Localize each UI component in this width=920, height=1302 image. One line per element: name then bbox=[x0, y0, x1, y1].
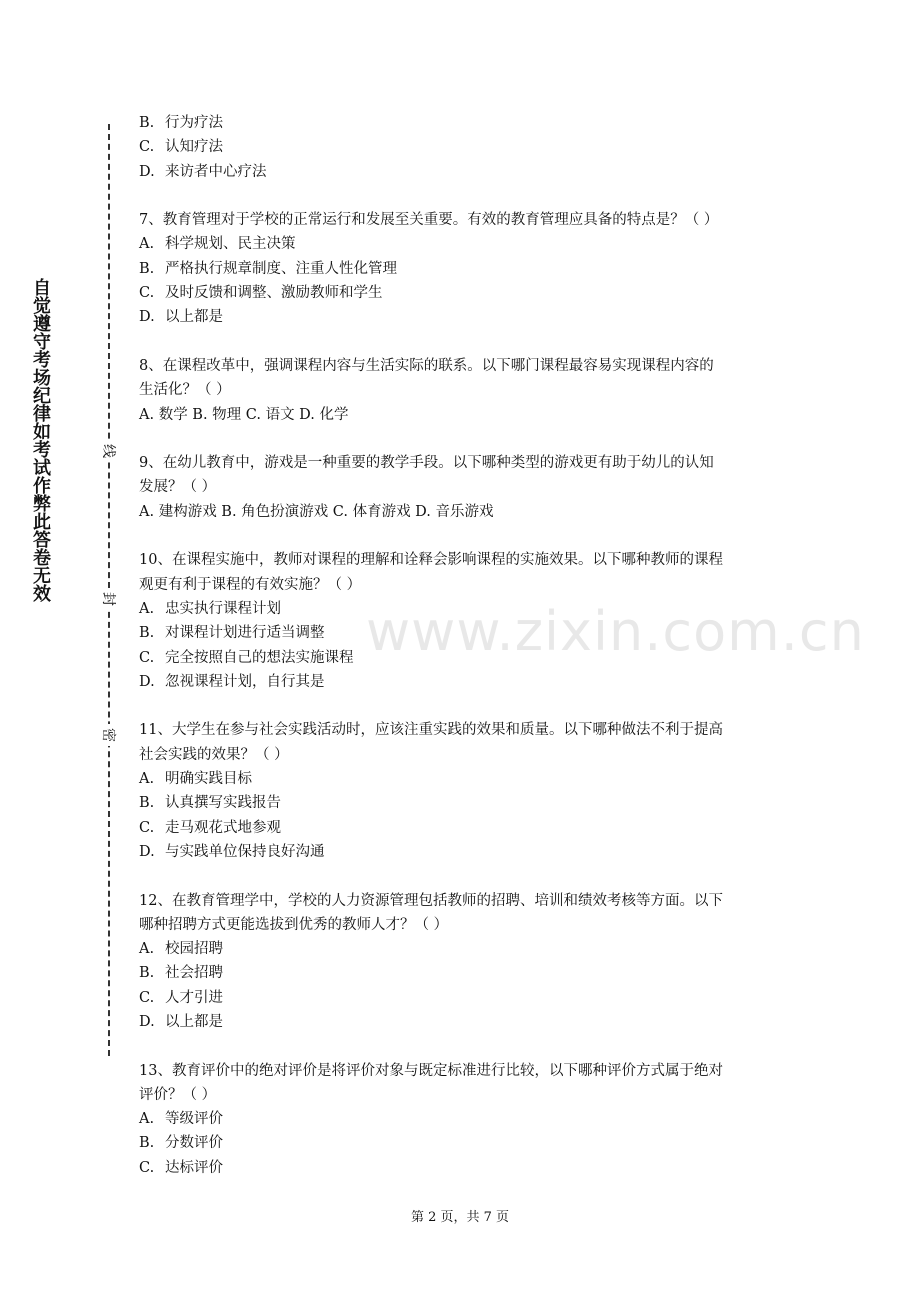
option-text: 来访者中心疗法 bbox=[165, 163, 267, 180]
option-key: D. bbox=[139, 163, 155, 180]
option-text: 人才引进 bbox=[165, 989, 223, 1006]
page-number-footer: 第 2 页，共 7 页 bbox=[410, 1210, 510, 1225]
continued-options bbox=[139, 111, 789, 184]
option-b bbox=[139, 791, 789, 815]
watermark: www.zixin.com.cn bbox=[366, 600, 865, 663]
option-key: B. bbox=[139, 115, 155, 131]
option-b bbox=[139, 961, 789, 985]
option-text: 忠实执行课程计划 bbox=[165, 600, 281, 617]
question-12 bbox=[139, 889, 789, 1035]
option-key: B. bbox=[139, 1135, 155, 1152]
option-key: A. bbox=[139, 941, 155, 958]
option-a bbox=[139, 232, 789, 256]
option-text: 分数评价 bbox=[165, 1135, 223, 1152]
option-key: B. bbox=[139, 795, 155, 812]
option-key: C. bbox=[139, 139, 155, 156]
option-c bbox=[139, 135, 789, 159]
question-stem-cont: 评价？（ ） bbox=[139, 1086, 217, 1103]
inline-options: A. 数学 B. 物理 C. 语文 D. 化学 bbox=[139, 406, 349, 423]
option-text: 严格执行规章制度、注重人性化管理 bbox=[165, 260, 397, 277]
option-key: C. bbox=[139, 285, 155, 302]
option-a bbox=[139, 937, 789, 961]
option-key: C. bbox=[139, 649, 155, 666]
question-stem: 13、教育评价中的绝对评价是将评价对象与既定标准进行比较，以下哪种评价方式属于绝对 bbox=[139, 1062, 723, 1079]
question-8 bbox=[139, 354, 789, 427]
question-stem: 11、大学生在参与社会实践活动时，应该注重实践的效果和质量。以下哪种做法不利于提高 bbox=[139, 722, 723, 739]
option-d bbox=[139, 840, 789, 864]
option-text: 达标评价 bbox=[165, 1159, 223, 1176]
question-stem: 9、在幼儿教育中，游戏是一种重要的教学手段。以下哪种类型的游戏更有助于幼儿的认知 bbox=[139, 455, 714, 472]
option-key: C. bbox=[139, 819, 155, 836]
question-stem: 10、在课程实施中，教师对课程的理解和诠释会影响课程的实施效果。以下哪种教师的课程 bbox=[139, 552, 723, 569]
option-b bbox=[139, 257, 789, 281]
seal-mark-secret: 密 bbox=[97, 724, 119, 746]
option-key: A. bbox=[139, 600, 155, 617]
option-key: B. bbox=[139, 260, 155, 277]
option-key: A. bbox=[139, 236, 155, 253]
option-text: 与实践单位保持良好沟通 bbox=[165, 843, 325, 860]
option-text: 忽视课程计划，自行其是 bbox=[165, 673, 325, 690]
option-b bbox=[139, 621, 789, 645]
question-9 bbox=[139, 451, 789, 524]
option-b bbox=[139, 111, 789, 135]
option-text: 及时反馈和调整、激励教师和学生 bbox=[165, 285, 383, 302]
option-key: D. bbox=[139, 1013, 155, 1030]
option-key: D. bbox=[139, 673, 155, 690]
option-key: B. bbox=[139, 625, 155, 642]
option-text: 以上都是 bbox=[165, 1013, 223, 1030]
option-c bbox=[139, 281, 789, 305]
question-10 bbox=[139, 548, 789, 694]
option-b bbox=[139, 1131, 789, 1155]
option-d bbox=[139, 670, 789, 694]
question-list bbox=[139, 111, 789, 1180]
option-d bbox=[139, 1010, 789, 1034]
option-c bbox=[139, 1156, 789, 1180]
option-a bbox=[139, 1107, 789, 1131]
option-text: 校园招聘 bbox=[165, 941, 223, 958]
option-text: 完全按照自己的想法实施课程 bbox=[165, 649, 354, 666]
option-c bbox=[139, 646, 789, 670]
option-a bbox=[139, 767, 789, 791]
option-text: 认知疗法 bbox=[165, 139, 223, 156]
option-key: A. bbox=[139, 1111, 155, 1128]
question-stem-cont: 观更有利于课程的有效实施？（ ） bbox=[139, 576, 362, 593]
question-stem-cont: 发展？（ ） bbox=[139, 479, 217, 496]
option-key: B. bbox=[139, 965, 155, 982]
option-text: 行为疗法 bbox=[165, 115, 223, 131]
question-stem: 12、在教育管理学中，学校的人力资源管理包括教师的招聘、培训和绩效考核等方面。以下 bbox=[139, 892, 723, 909]
option-key: C. bbox=[139, 1159, 155, 1176]
option-text: 对课程计划进行适当调整 bbox=[165, 625, 325, 642]
option-d bbox=[139, 160, 789, 184]
option-text: 社会招聘 bbox=[165, 965, 223, 982]
option-text: 以上都是 bbox=[165, 309, 223, 326]
option-a bbox=[139, 597, 789, 621]
question-stem-cont: 生活化？（ ） bbox=[139, 382, 231, 399]
option-key: C. bbox=[139, 989, 155, 1006]
option-text: 认真撰写实践报告 bbox=[165, 795, 281, 812]
option-text: 等级评价 bbox=[165, 1111, 223, 1128]
inline-options: A. 建构游戏 B. 角色扮演游戏 C. 体育游戏 D. 音乐游戏 bbox=[139, 503, 494, 520]
option-d bbox=[139, 305, 789, 329]
option-text: 明确实践目标 bbox=[165, 771, 252, 788]
seal-mark-line: 线 bbox=[97, 440, 119, 462]
question-13 bbox=[139, 1059, 789, 1180]
option-c bbox=[139, 816, 789, 840]
question-stem-cont: 哪种招聘方式更能选拔到优秀的教师人才？（ ） bbox=[139, 916, 449, 933]
question-stem-cont: 社会实践的效果？（ ） bbox=[139, 746, 289, 763]
option-c bbox=[139, 986, 789, 1010]
question-7 bbox=[139, 208, 789, 329]
question-stem: 7、教育管理对于学校的正常运行和发展至关重要。有效的教育管理应具备的特点是？（ ） bbox=[139, 212, 719, 229]
option-key: A. bbox=[139, 771, 155, 788]
option-key: D. bbox=[139, 843, 155, 860]
question-11 bbox=[139, 718, 789, 864]
seal-mark-seal: 封 bbox=[97, 588, 119, 610]
option-text: 走马观花式地参观 bbox=[165, 819, 281, 836]
exam-discipline-notice: 自觉遵守考场纪律如考试作弊此答卷无效 bbox=[30, 278, 51, 602]
option-text: 科学规划、民主决策 bbox=[165, 236, 296, 253]
option-key: D. bbox=[139, 309, 155, 326]
question-stem: 8、在课程改革中，强调课程内容与生活实际的联系。以下哪门课程最容易实现课程内容的 bbox=[139, 357, 714, 374]
